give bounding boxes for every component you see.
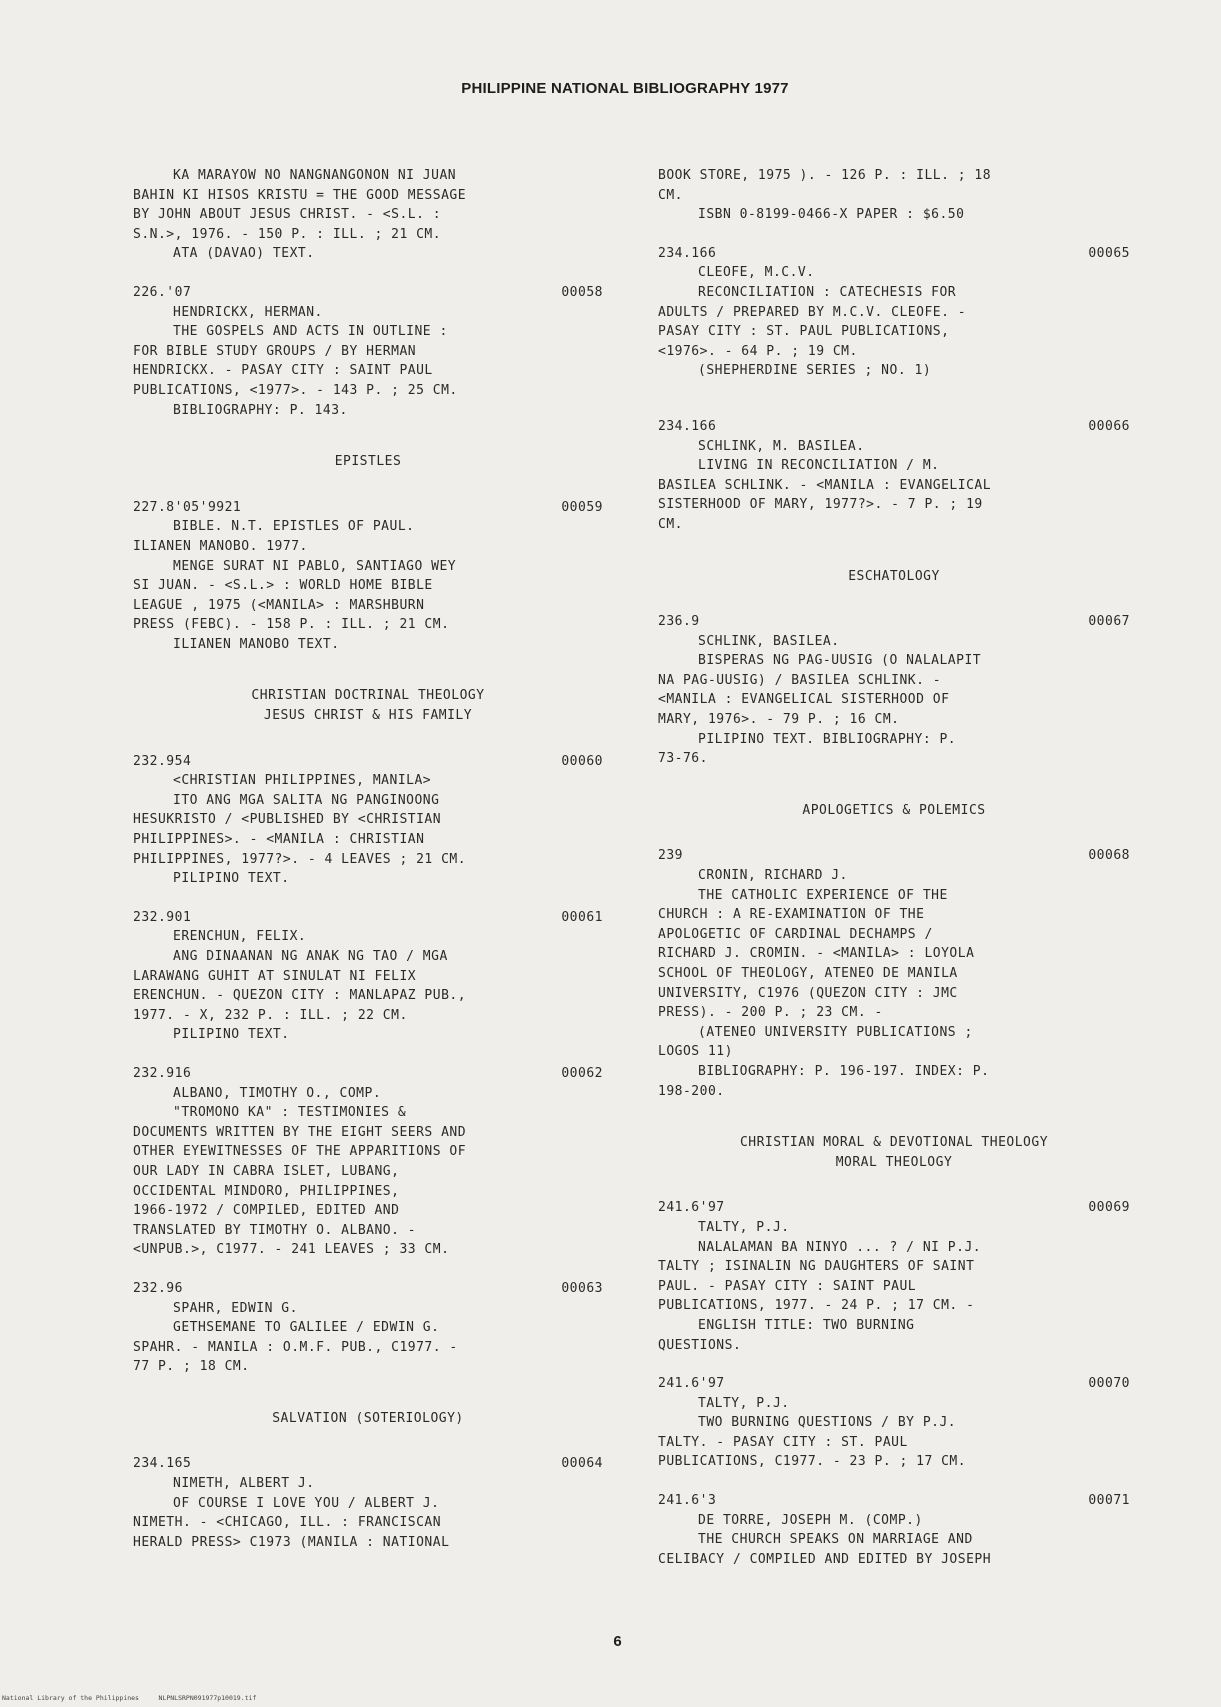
entry-header (133, 498, 603, 518)
bibliography-entry (133, 908, 603, 1045)
entry-header (658, 417, 1130, 437)
call-number: 232.954 (133, 753, 192, 769)
section-heading-line: MORAL THEOLOGY (835, 1154, 953, 1170)
entry-header (658, 244, 1130, 264)
entry-number: 00071 (1088, 1493, 1130, 1509)
section-heading (133, 1409, 603, 1429)
entry-line: RICHARD J. CROMIN. - <MANILA> : LOYOLA (658, 946, 975, 962)
entry-line: CHURCH : A RE-EXAMINATION OF THE (658, 907, 925, 923)
bibliography-entry (658, 1198, 1130, 1355)
entry-header (133, 908, 603, 928)
entry-line: HENDRICKX. - PASAY CITY : SAINT PAUL (133, 363, 433, 379)
entry-line: PUBLICATIONS, <1977>. - 143 P. ; 25 CM. (133, 382, 458, 398)
right-column (658, 166, 1130, 1588)
bibliography-entry (133, 1279, 603, 1377)
entry-line: PHILIPPINES, 1977?>. - 4 LEAVES ; 21 CM. (133, 851, 467, 867)
call-number: 241.6'97 (658, 1376, 725, 1392)
entry-line: ITO ANG MGA SALITA NG PANGINOONG (173, 792, 440, 808)
bibliography-entry (658, 1374, 1130, 1472)
entry-line: NIMETH, ALBERT J. (173, 1476, 315, 1492)
call-number: 241.6'97 (658, 1200, 725, 1216)
entry-number: 00062 (561, 1065, 603, 1081)
call-number: 234.166 (658, 418, 717, 434)
entry-line: BIBLE. N.T. EPISTLES OF PAUL. (173, 519, 415, 535)
entry-line: <1976>. - 64 P. ; 19 CM. (658, 343, 858, 359)
entry-line: 73-76. (658, 751, 708, 767)
entry-header (658, 1491, 1130, 1511)
bibliography-entry (658, 417, 1130, 535)
entry-line: MARY, 1976>. - 79 P. ; 16 CM. (658, 712, 900, 728)
entry-line: PHILIPPINES>. - <MANILA : CHRISTIAN (133, 832, 425, 848)
entry-line: KA MARAYOW NO NANGNANGONON NI JUAN (173, 168, 457, 183)
entry-line: SI JUAN. - <S.L.> : WORLD HOME BIBLE (133, 578, 433, 594)
bibliography-entry (133, 1064, 603, 1260)
entry-header (133, 752, 603, 772)
entry-line: THE CHURCH SPEAKS ON MARRIAGE AND (698, 1532, 973, 1548)
entry-line: SCHLINK, BASILEA. (698, 633, 840, 649)
section-heading-line: SALVATION (SOTERIOLOGY) (272, 1410, 464, 1426)
entry-line: ATA (DAVAO) TEXT. (173, 246, 315, 262)
entry-line: PILIPINO TEXT. (173, 1027, 290, 1043)
call-number: 234.165 (133, 1456, 192, 1472)
entry-line: LARAWANG GUHIT AT SINULAT NI FELIX (133, 968, 417, 984)
entry-line: DOCUMENTS WRITTEN BY THE EIGHT SEERS AND (133, 1124, 467, 1140)
entry-line: THE GOSPELS AND ACTS IN OUTLINE : (173, 324, 448, 340)
entry-line: HESUKRISTO / <PUBLISHED BY <CHRISTIAN (133, 812, 442, 828)
entry-line: HENDRICKX, HERMAN. (173, 304, 323, 320)
section-heading (133, 452, 603, 472)
entry-number: 00067 (1088, 614, 1130, 630)
entry-line: CELIBACY / COMPILED AND EDITED BY JOSEPH (658, 1551, 992, 1567)
section-heading (658, 801, 1130, 821)
footer-note: National Library of the Philippines NLPNLSRPN091977p10019.tif (2, 1694, 257, 1702)
entry-line: NA PAG-UUSIG) / BASILEA SCHLINK. - (658, 672, 942, 688)
entry-line: 198-200. (658, 1083, 725, 1099)
call-number: 227.8'05'9921 (133, 499, 242, 515)
bibliography-entry (133, 498, 603, 655)
call-number: 236.9 (658, 614, 700, 630)
entry-line: ILIANEN MANOBO TEXT. (173, 636, 340, 652)
section-heading-line: ESCHATOLOGY (848, 568, 940, 584)
entry-header (658, 612, 1130, 632)
entry-line: TALTY ; ISINALIN NG DAUGHTERS OF SAINT (658, 1259, 975, 1275)
entry-line: TRANSLATED BY TIMOTHY O. ALBANO. - (133, 1222, 417, 1238)
call-number: 234.166 (658, 245, 717, 261)
entry-line: BOOK STORE, 1975 ). - 126 P. : ILL. ; 18 (658, 168, 992, 183)
entry-line: (SHEPHERDINE SERIES ; NO. 1) (698, 363, 932, 379)
entry-line: OCCIDENTAL MINDORO, PHILIPPINES, (133, 1183, 400, 1199)
entry-header (133, 283, 603, 303)
entry-line: NIMETH. - <CHICAGO, ILL. : FRANCISCAN (133, 1515, 442, 1531)
entry-line: OTHER EYEWITNESSES OF THE APPARITIONS OF (133, 1144, 467, 1160)
bibliography-entry (658, 846, 1130, 1101)
call-number: 226.'07 (133, 284, 192, 300)
section-heading-line: CHRISTIAN MORAL & DEVOTIONAL THEOLOGY (739, 1135, 1049, 1151)
entry-header (658, 846, 1130, 866)
entry-header (133, 1279, 603, 1299)
entry-line: THE CATHOLIC EXPERIENCE OF THE (698, 887, 948, 903)
entry-line: LEAGUE , 1975 (<MANILA> : MARSHBURN (133, 597, 425, 613)
entry-line: PAUL. - PASAY CITY : SAINT PAUL (658, 1278, 917, 1294)
entry-number: 00061 (561, 909, 603, 925)
section-heading (658, 1133, 1130, 1172)
entry-line: BAHIN KI HISOS KRISTU = THE GOOD MESSAGE (133, 187, 467, 203)
entry-number: 00068 (1088, 848, 1130, 864)
entry-line: PRESS (FEBC). - 158 P. : ILL. ; 21 CM. (133, 617, 450, 633)
entry-number: 00070 (1088, 1376, 1130, 1392)
call-number: 232.96 (133, 1280, 183, 1296)
entry-number: 00059 (561, 499, 603, 515)
entry-line: ALBANO, TIMOTHY O., COMP. (173, 1085, 382, 1101)
entry-line: "TROMONO KA" : TESTIMONIES & (173, 1105, 407, 1121)
entry-number: 00069 (1088, 1200, 1130, 1216)
entry-line: CM. (658, 187, 683, 203)
entry-number: 00065 (1088, 245, 1130, 261)
bibliography-entry (658, 244, 1130, 381)
entry-line: BASILEA SCHLINK. - <MANILA : EVANGELICAL (658, 477, 992, 493)
entry-line: PILIPINO TEXT. (173, 871, 290, 887)
bibliography-entry (658, 166, 1130, 225)
entry-line: ENGLISH TITLE: TWO BURNING (698, 1317, 915, 1333)
entry-line: LIVING IN RECONCILIATION / M. (698, 458, 940, 474)
entry-number: 00063 (561, 1280, 603, 1296)
entry-line: MENGE SURAT NI PABLO, SANTIAGO WEY (173, 558, 457, 574)
section-heading-line: JESUS CHRIST & HIS FAMILY (263, 708, 473, 724)
entry-number: 00058 (561, 284, 603, 300)
entry-line: QUESTIONS. (658, 1337, 742, 1353)
section-heading (658, 567, 1130, 587)
entry-line: GETHSEMANE TO GALILEE / EDWIN G. (173, 1320, 440, 1336)
bibliography-entry (133, 1454, 603, 1552)
entry-line: CRONIN, RICHARD J. (698, 868, 848, 884)
entry-line: SCHOOL OF THEOLOGY, ATENEO DE MANILA (658, 966, 958, 981)
entry-header (133, 1454, 603, 1474)
section-heading-line: CHRISTIAN DOCTRINAL THEOLOGY (251, 688, 485, 704)
entry-line: OF COURSE I LOVE YOU / ALBERT J. (173, 1495, 440, 1511)
entry-line: TALTY, P.J. (698, 1395, 790, 1411)
entry-line: TWO BURNING QUESTIONS / BY P.J. (698, 1415, 957, 1431)
entry-line: HERALD PRESS> C1973 (MANILA : NATIONAL (133, 1534, 450, 1550)
entry-line: SPAHR. - MANILA : O.M.F. PUB., C1977. - (133, 1339, 458, 1355)
call-number: 239 (658, 848, 683, 864)
call-number: 232.901 (133, 909, 192, 925)
entry-line: APOLOGETIC OF CARDINAL DECHAMPS / (658, 926, 933, 942)
entry-line: ISBN 0-8199-0466-X PAPER : $6.50 (698, 207, 965, 223)
entry-number: 00064 (561, 1456, 603, 1472)
entry-number: 00060 (561, 753, 603, 769)
entry-line: CM. (658, 516, 683, 532)
entry-number: 00066 (1088, 418, 1130, 434)
entry-line: <CHRISTIAN PHILIPPINES, MANILA> (173, 773, 432, 789)
page-title: PHILIPPINE NATIONAL BIBLIOGRAPHY 1977 (461, 80, 789, 97)
entry-line: NALALAMAN BA NINYO ... ? / NI P.J. (698, 1239, 982, 1255)
entry-line: TALTY, P.J. (698, 1219, 790, 1235)
entry-line: PUBLICATIONS, 1977. - 24 P. ; 17 CM. - (658, 1298, 975, 1314)
entry-line: CLEOFE, M.C.V. (698, 265, 815, 281)
entry-line: ERENCHUN. - QUEZON CITY : MANLAPAZ PUB., (133, 988, 467, 1004)
call-number: 232.916 (133, 1065, 192, 1081)
entry-line: BY JOHN ABOUT JESUS CHRIST. - <S.L. : (133, 207, 442, 223)
left-column (133, 166, 603, 1571)
entry-line: PUBLICATIONS, C1977. - 23 P. ; 17 CM. (658, 1454, 967, 1470)
entry-line: BIBLIOGRAPHY: P. 143. (173, 402, 348, 418)
bibliography-entry (133, 166, 603, 264)
section-heading (133, 686, 603, 725)
entry-line: ADULTS / PREPARED BY M.C.V. CLEOFE. - (658, 304, 967, 320)
entry-line: LOGOS 11) (658, 1044, 733, 1060)
page-number: 6 (613, 1633, 622, 1650)
entry-line: RECONCILIATION : CATECHESIS FOR (698, 284, 957, 300)
entry-header (658, 1374, 1130, 1394)
entry-line: (ATENEO UNIVERSITY PUBLICATIONS ; (698, 1024, 973, 1040)
bibliography-entry (133, 752, 603, 889)
entry-line: PASAY CITY : ST. PAUL PUBLICATIONS, (658, 324, 950, 340)
section-heading-line: EPISTLES (334, 454, 402, 470)
call-number: 241.6'3 (658, 1493, 717, 1509)
entry-line: DE TORRE, JOSEPH M. (COMP.) (698, 1512, 923, 1528)
entry-line: FOR BIBLE STUDY GROUPS / BY HERMAN (133, 343, 417, 359)
entry-line: SPAHR, EDWIN G. (173, 1300, 298, 1316)
entry-line: BIBLIOGRAPHY: P. 196-197. INDEX: P. (698, 1063, 990, 1079)
entry-line: ILIANEN MANOBO. 1977. (133, 538, 308, 554)
entry-line: <MANILA : EVANGELICAL SISTERHOOD OF (658, 692, 950, 708)
entry-line: ANG DINAANAN NG ANAK NG TAO / MGA (173, 949, 448, 964)
entry-header (133, 1064, 603, 1084)
entry-line: PILIPINO TEXT. BIBLIOGRAPHY: P. (698, 731, 957, 747)
entry-line: <UNPUB.>, C1977. - 241 LEAVES ; 33 CM. (133, 1242, 450, 1258)
bibliography-entry (133, 283, 603, 420)
section-heading-line: APOLOGETICS & POLEMICS (802, 802, 986, 818)
entry-line: ERENCHUN, FELIX. (173, 929, 307, 945)
entry-line: PRESS). - 200 P. ; 23 CM. - (658, 1005, 883, 1021)
bibliography-entry (658, 612, 1130, 769)
entry-line: OUR LADY IN CABRA ISLET, LUBANG, (133, 1163, 400, 1179)
entry-line: SCHLINK, M. BASILEA. (698, 438, 865, 454)
bibliography-entry (658, 1491, 1130, 1569)
entry-line: 77 P. ; 18 CM. (133, 1359, 250, 1375)
entry-line: 1966-1972 / COMPILED, EDITED AND (133, 1203, 400, 1219)
entry-header (658, 1198, 1130, 1218)
entry-line: 1977. - X, 232 P. : ILL. ; 22 CM. (133, 1007, 408, 1023)
entry-line: S.N.>, 1976. - 150 P. : ILL. ; 21 CM. (133, 226, 442, 242)
entry-line: TALTY. - PASAY CITY : ST. PAUL (658, 1434, 908, 1450)
entry-line: SISTERHOOD OF MARY, 1977?>. - 7 P. ; 19 (658, 497, 983, 513)
entry-line: BISPERAS NG PAG-UUSIG (O NALALAPIT (698, 653, 982, 669)
entry-line: UNIVERSITY, C1976 (QUEZON CITY : JMC (658, 985, 958, 1001)
